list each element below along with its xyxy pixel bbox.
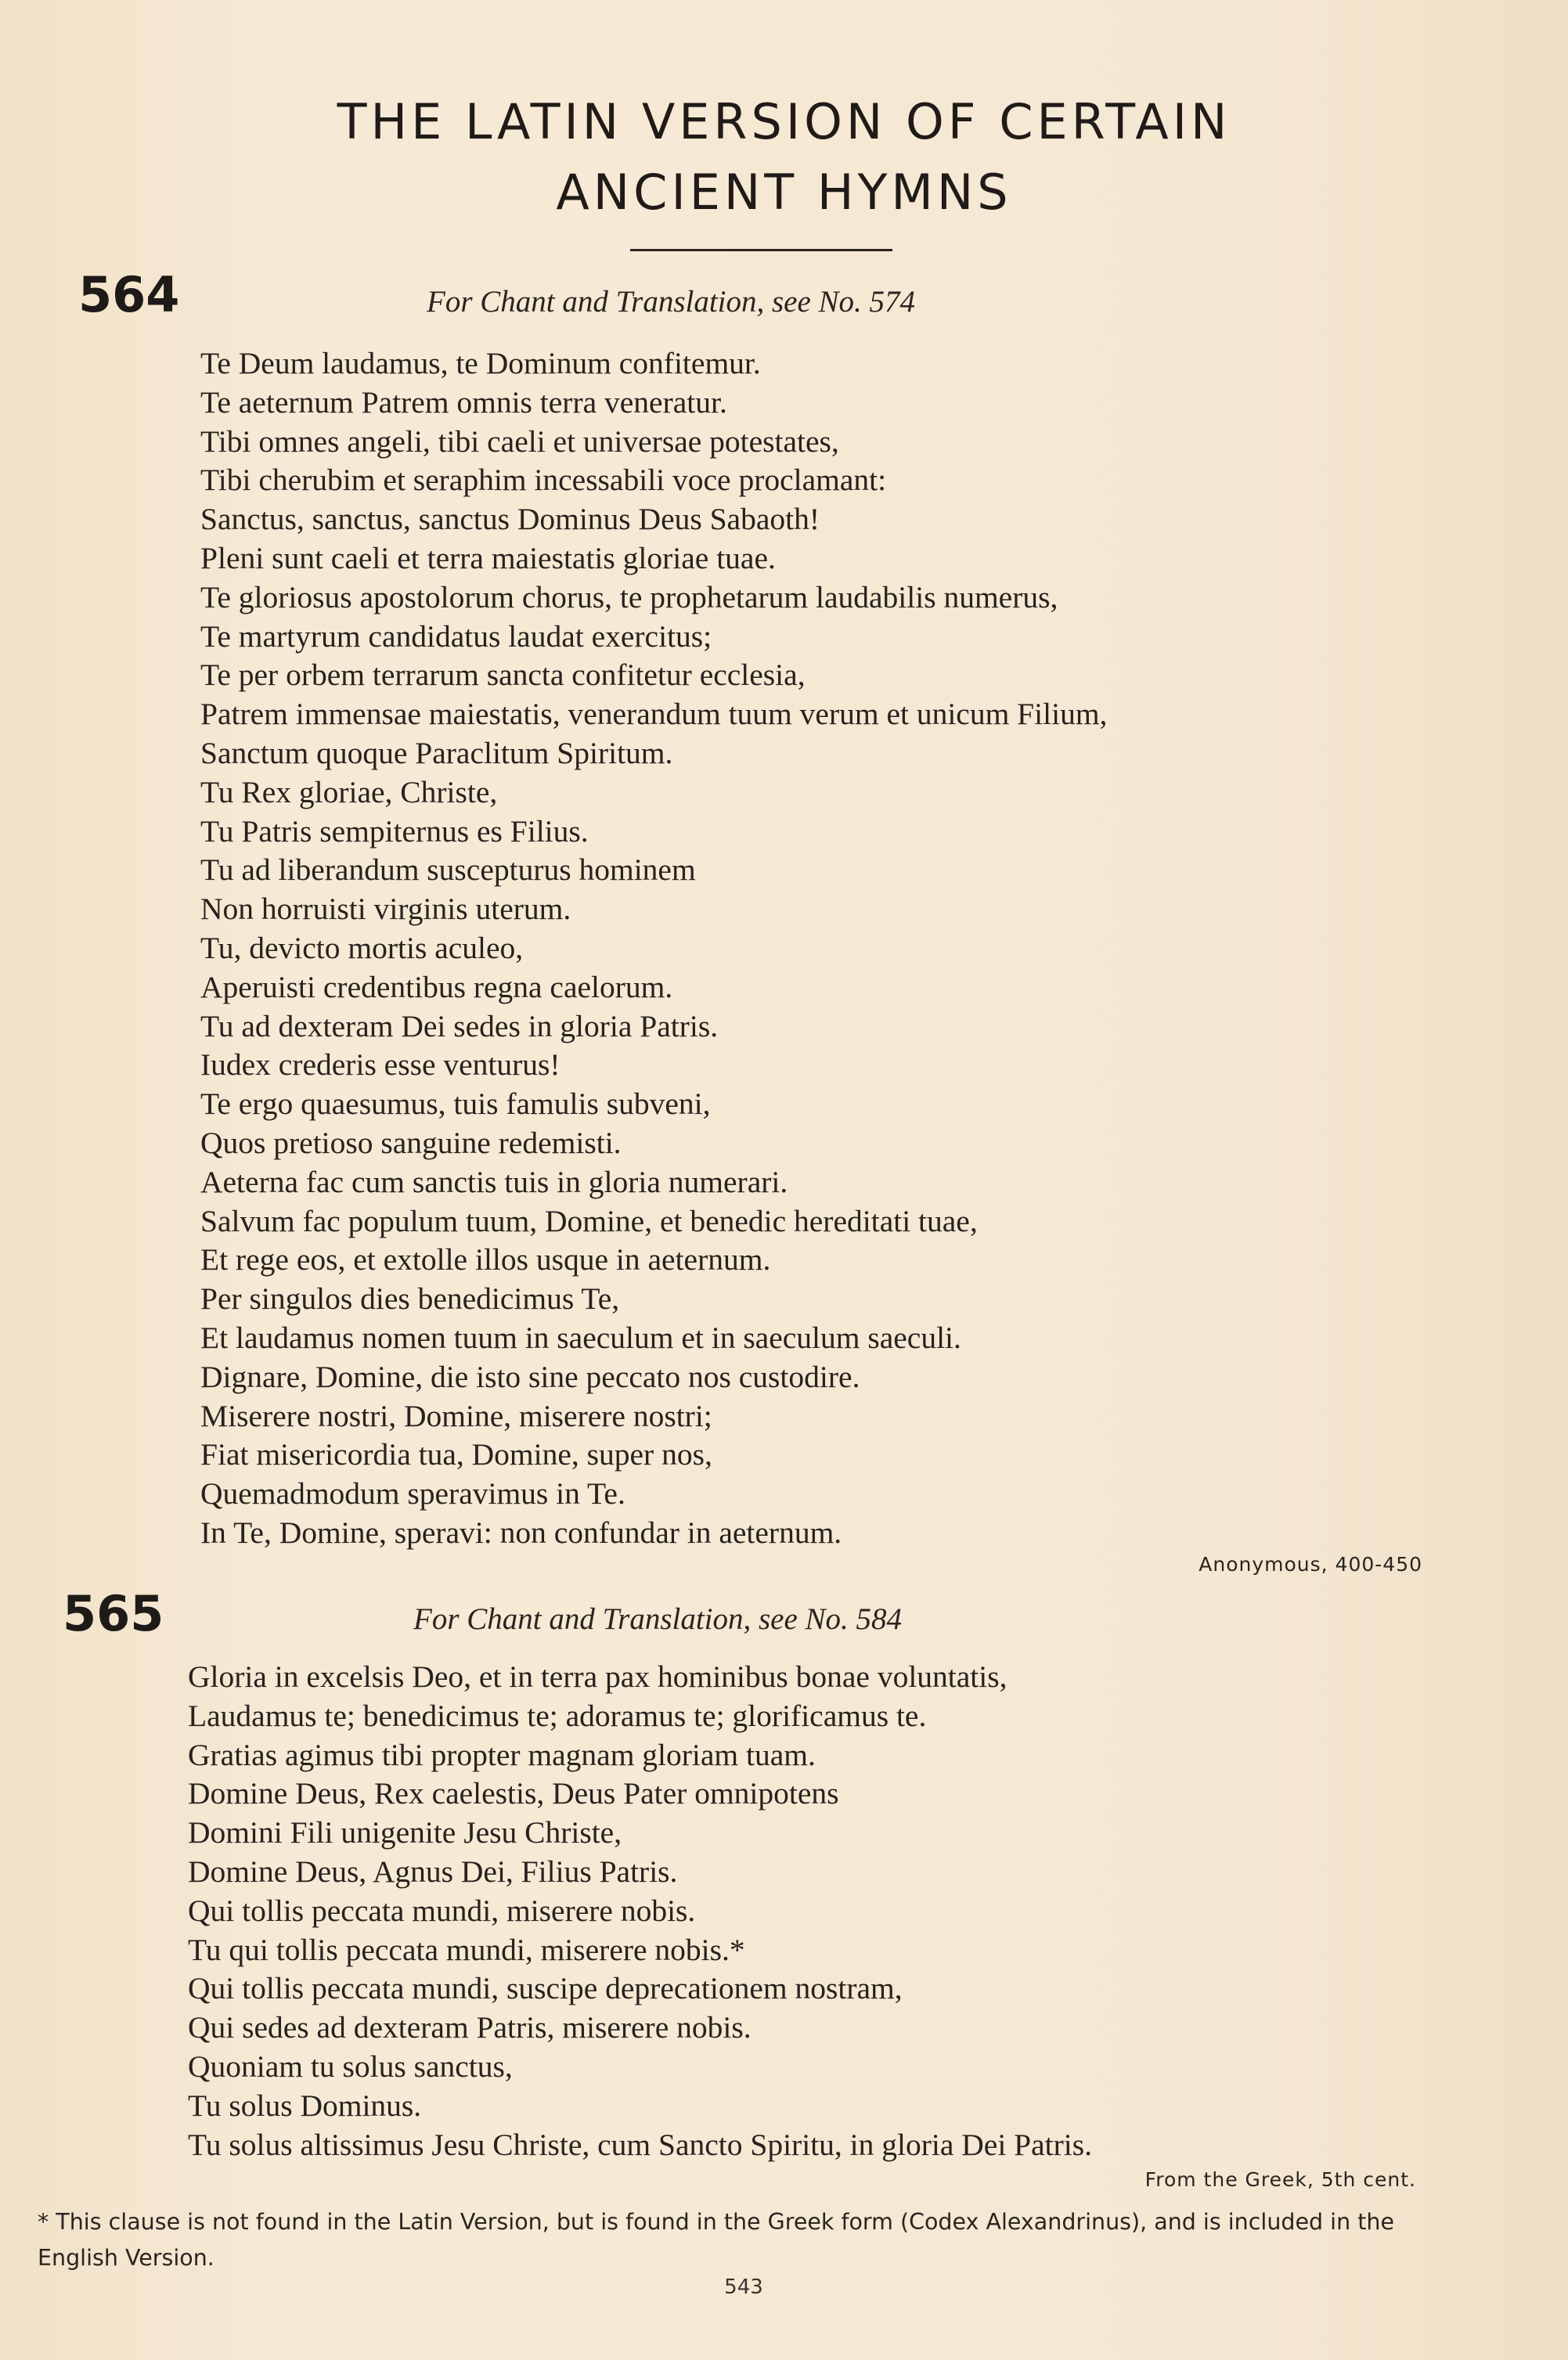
verse-line: Domine Deus, Agnus Dei, Filius Patris.	[188, 1854, 678, 1889]
verse-line: Dignare, Domine, die isto sine peccato nos custodire.	[200, 1359, 860, 1394]
verse-line: Tu ad liberandum suscepturus hominem	[200, 852, 696, 888]
footnote: * This clause is not found in the Latin Version, but is found in the Greek form (Codex Alexandrinus), and is included in the English Version.	[38, 2209, 1394, 2271]
verse-line: Tu ad dexteram Dei sedes in gloria Patris.	[200, 1008, 719, 1043]
hymn-reference-565: For Chant and Translation, see No. 584	[413, 1602, 903, 1636]
verse-line: Quemadmodum speravimus in Te.	[200, 1476, 625, 1511]
verse-line: Tu solus Dominus.	[188, 2088, 422, 2123]
verse-line: Salvum fac populum tuum, Domine, et benedic hereditati tuae,	[200, 1203, 978, 1238]
verse-line: Domine Deus, Rex caelestis, Deus Pater omnipotens	[188, 1776, 839, 1811]
verse-line: Miserere nostri, Domine, miserere nostri;	[200, 1398, 712, 1433]
verse-line: Fiat misericordia tua, Domine, super nos,	[200, 1437, 712, 1472]
page-title-line-1: THE LATIN VERSION OF CERTAIN	[337, 93, 1231, 150]
verse-line: Patrem immensae maiestatis, venerandum tuum verum et unicum Filium,	[200, 697, 1108, 732]
verse-line: Qui sedes ad dexteram Patris, miserere nobis.	[188, 2010, 752, 2045]
verse-line: Tu solus altissimus Jesu Christe, cum Sancto Spiritu, in gloria Dei Patris.	[188, 2127, 1093, 2162]
verse-line: Et rege eos, et extolle illos usque in aeternum.	[200, 1242, 771, 1277]
title-rule	[630, 249, 892, 251]
verse-line: Te aeternum Patrem omnis terra veneratur.	[200, 384, 727, 420]
verse-line: Tibi omnes angeli, tibi caeli et universae potestates,	[200, 423, 839, 459]
verse-line: Quos pretioso sanguine redemisti.	[200, 1125, 622, 1160]
verse-line: Pleni sunt caeli et terra maiestatis gloriae tuae.	[200, 540, 776, 575]
verse-line: Tu, devicto mortis aculeo,	[200, 930, 524, 965]
verse-line: In Te, Domine, speravi: non confundar in aeternum.	[200, 1515, 842, 1550]
verse-line: Te ergo quaesumus, tuis famulis subveni,	[200, 1086, 711, 1122]
hymn-number-564: 564	[78, 266, 180, 323]
verse-line: Qui tollis peccata mundi, miserere nobis.	[188, 1893, 696, 1928]
verse-line: Tu Patris sempiternus es Filius.	[200, 813, 589, 849]
verse-line: Sanctus, sanctus, sanctus Dominus Deus Sabaoth!	[200, 502, 820, 537]
verse-line: Gloria in excelsis Deo, et in terra pax hominibus bonae voluntatis,	[188, 1659, 1007, 1694]
page-number: 543	[724, 2275, 763, 2299]
verse-line: Quoniam tu solus sanctus,	[188, 2048, 513, 2084]
verse-line: Tibi cherubim et seraphim incessabili voce proclamant:	[200, 463, 887, 498]
verse-line: Et laudamus nomen tuum in saeculum et in saeculum saeculi.	[200, 1320, 961, 1355]
verse-line: Te per orbem terrarum sancta confitetur ecclesia,	[200, 658, 806, 693]
verse-line: Domini Fili unigenite Jesu Christe,	[188, 1815, 622, 1850]
hymn-reference-564: For Chant and Translation, see No. 574	[427, 285, 916, 319]
hymn-text-564	[200, 344, 1107, 1553]
verse-line: Tu Rex gloriae, Christe,	[200, 774, 498, 809]
page-title-line-2: ANCIENT HYMNS	[556, 164, 1012, 221]
verse-line: Qui tollis peccata mundi, suscipe deprecationem nostram,	[188, 1971, 903, 2006]
verse-line: Sanctum quoque Paraclitum Spiritum.	[200, 735, 673, 770]
verse-line: Aeterna fac cum sanctis tuis in gloria numerari.	[200, 1164, 788, 1199]
verse-line: Laudamus te; benedicimus te; adoramus te; glorificamus te.	[188, 1698, 927, 1733]
verse-line: Te gloriosus apostolorum chorus, te prophetarum laudabilis numerus,	[200, 579, 1058, 614]
verse-line: Gratias agimus tibi propter magnam gloriam tuam.	[188, 1737, 816, 1772]
attribution-565: From the Greek, 5th cent.	[1144, 2168, 1416, 2191]
verse-line: Iudex crederis esse venturus!	[200, 1047, 561, 1083]
verse-line: Non horruisti virginis uterum.	[200, 892, 571, 927]
verse-line: Aperuisti credentibus regna caelorum.	[200, 969, 673, 1004]
hymn-text-565	[188, 1658, 1092, 2164]
verse-line: Per singulos dies benedicimus Te,	[200, 1281, 620, 1317]
hymn-number-565: 565	[63, 1585, 164, 1642]
verse-line: Tu qui tollis peccata mundi, miserere nobis.*	[188, 1932, 745, 1967]
verse-line: Te martyrum candidatus laudat exercitus;	[200, 618, 712, 654]
verse-line: Te Deum laudamus, te Dominum confitemur.	[200, 346, 761, 380]
attribution-564: Anonymous, 400-450	[1199, 1553, 1422, 1576]
